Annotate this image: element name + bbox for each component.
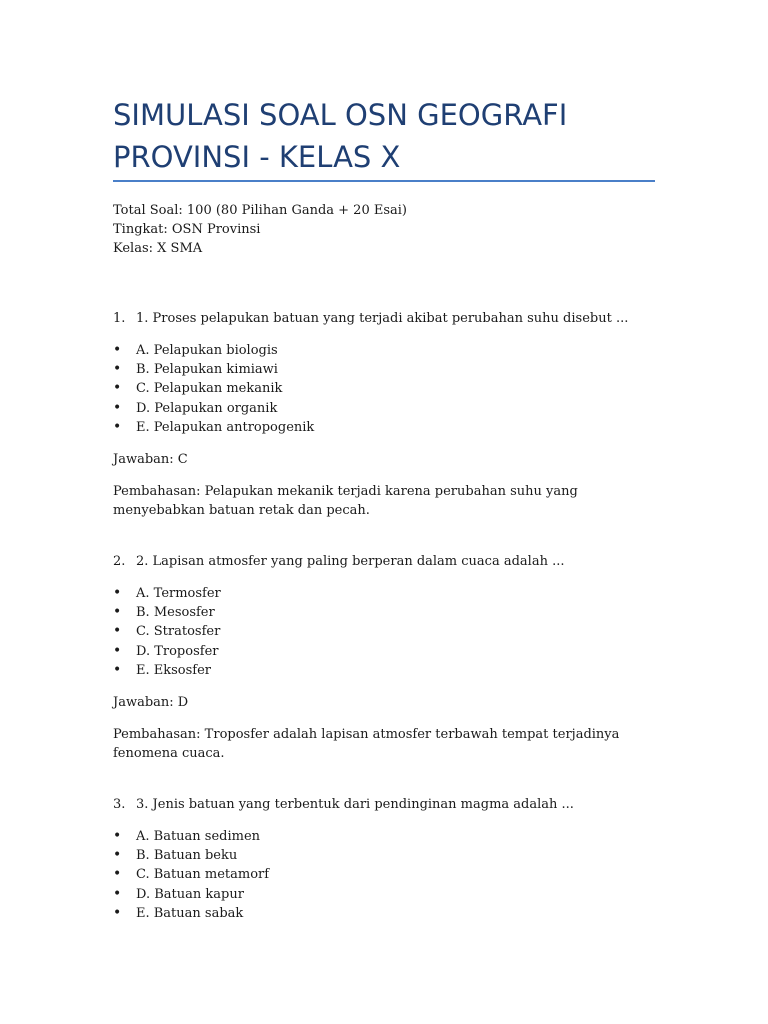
option-item	[113, 360, 653, 379]
question-2	[113, 552, 653, 763]
bullet-icon: •	[113, 361, 122, 378]
question-1-title	[113, 309, 653, 328]
bullet-icon: •	[113, 399, 122, 416]
option-label: B. Mesosfer	[136, 605, 215, 621]
option-item	[113, 827, 653, 846]
answer-text: Jawaban: C	[113, 451, 188, 467]
question-number: 3.	[113, 797, 126, 812]
option-list	[113, 584, 653, 680]
option-label: B. Pelapukan kimiawi	[136, 362, 278, 378]
option-label: D. Pelapukan organik	[136, 400, 278, 416]
document-meta	[113, 201, 407, 258]
bullet-icon: •	[113, 604, 122, 621]
option-item	[113, 885, 653, 904]
option-label: C. Pelapukan mekanik	[136, 381, 283, 397]
option-item	[113, 584, 653, 603]
explanation-text: Pembahasan: Troposfer adalah lapisan atmosfer terbawah tempat terjadinya fenomena cuaca.	[113, 726, 620, 761]
option-item	[113, 399, 653, 418]
bullet-icon: •	[113, 661, 122, 678]
option-item	[113, 341, 653, 360]
bullet-icon: •	[113, 418, 122, 435]
bullet-icon: •	[113, 847, 122, 864]
bullet-icon: •	[113, 885, 122, 902]
explanation-text: Pembahasan: Pelapukan mekanik terjadi karena perubahan suhu yang menyebabkan batuan retak dan pecah.	[113, 483, 578, 518]
option-label: A. Pelapukan biologis	[136, 343, 278, 358]
bullet-icon: •	[113, 642, 122, 659]
question-text: 1. Proses pelapukan batuan yang terjadi akibat perubahan suhu disebut ...	[136, 311, 629, 326]
option-item	[113, 603, 653, 622]
bullet-icon: •	[113, 866, 122, 883]
option-label: E. Pelapukan antropogenik	[136, 419, 315, 435]
option-item	[113, 661, 653, 680]
option-label: C. Batuan metamorf	[136, 867, 270, 883]
meta-kelas: Kelas: X SMA	[113, 241, 203, 256]
option-item	[113, 622, 653, 641]
option-item	[113, 846, 653, 865]
option-label: E. Batuan sabak	[136, 905, 244, 921]
bullet-icon: •	[113, 904, 122, 921]
bullet-icon: •	[113, 585, 122, 601]
bullet-icon: •	[113, 623, 122, 640]
option-label: B. Batuan beku	[136, 848, 238, 864]
bullet-icon: •	[113, 342, 122, 358]
option-item	[113, 865, 653, 884]
option-label: A. Termosfer	[136, 586, 221, 601]
option-label: C. Stratosfer	[136, 624, 221, 640]
bullet-icon: •	[113, 380, 122, 397]
question-1	[113, 309, 653, 520]
question-number: 1.	[113, 311, 126, 326]
meta-tingkat: Tingkat: OSN Provinsi	[113, 222, 261, 237]
question-text: 3. Jenis batuan yang terbentuk dari pendinginan magma adalah ...	[136, 797, 574, 812]
question-3-title	[113, 795, 653, 814]
option-label: D. Troposfer	[136, 643, 219, 659]
option-item	[113, 904, 653, 923]
option-label: E. Eksosfer	[136, 662, 212, 678]
option-item	[113, 379, 653, 398]
option-list	[113, 827, 653, 923]
question-text: 2. Lapisan atmosfer yang paling berperan dalam cuaca adalah ...	[136, 554, 565, 569]
option-item	[113, 418, 653, 437]
option-label: A. Batuan sedimen	[136, 829, 261, 844]
question-number: 2.	[113, 554, 126, 569]
document-title: SIMULASI SOAL OSN GEOGRAFI PROVINSI - KELAS X	[113, 98, 568, 174]
option-item	[113, 642, 653, 661]
answer-text: Jawaban: D	[113, 694, 189, 710]
question-3	[113, 795, 653, 923]
option-list	[113, 341, 653, 437]
option-label: D. Batuan kapur	[136, 886, 244, 902]
title-underline	[113, 180, 655, 182]
meta-total: Total Soal: 100 (80 Pilihan Ganda + 20 Esai)	[113, 203, 407, 218]
bullet-icon: •	[113, 828, 122, 844]
question-2-title	[113, 552, 653, 571]
